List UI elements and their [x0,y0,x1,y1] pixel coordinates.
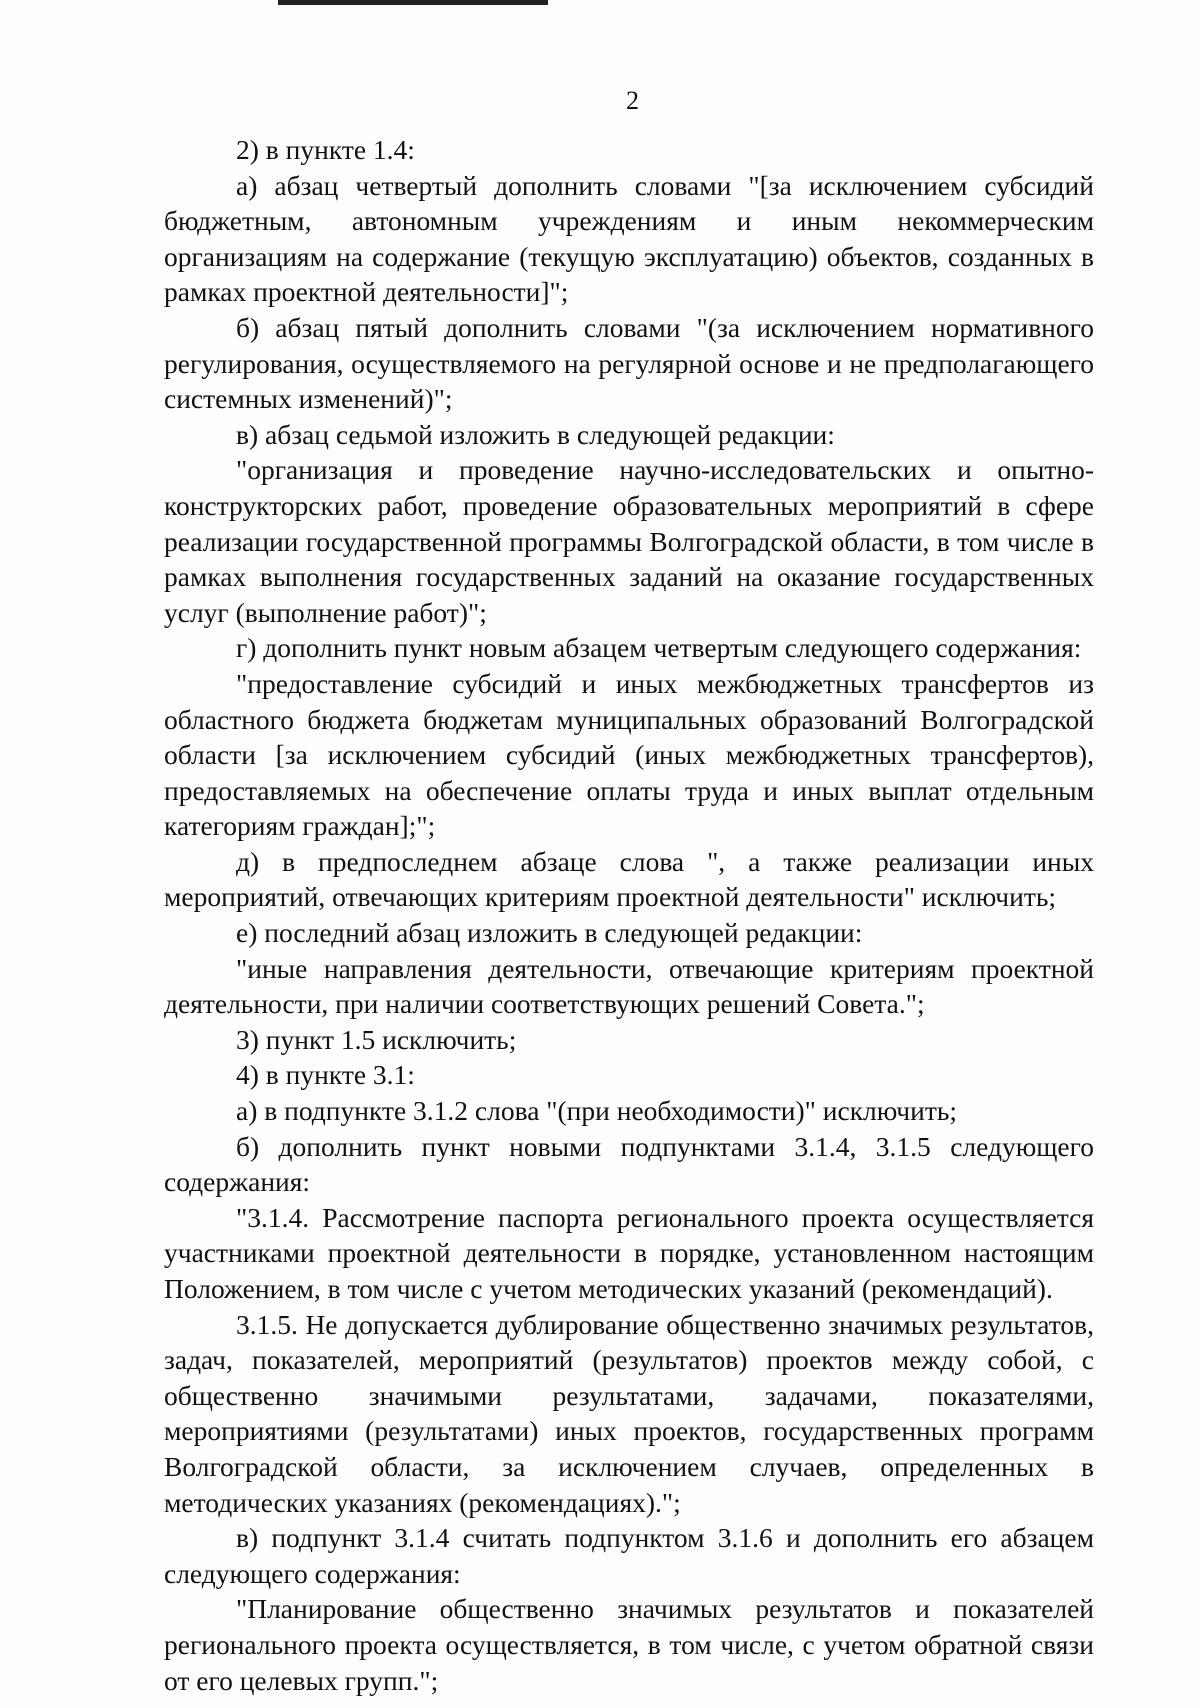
paragraph-quoted-research: "организация и проведение научно-исследовательских и опытно-конструкторских работ, проведение образовательных мероприятий в сфере реализации государственной программы Волгоградской области, в том числе в рамках выполнения государственных заданий на оказание государственных услуг (выполнение работ)"; [164,454,1094,628]
paragraph-subitem-b: б) абзац пятый дополнить словами "(за исключением нормативного регулирования, осуществляемого на регулярной основе и не предполагающего системных изменений)"; [164,311,1094,415]
paragraph-subitem-a: а) абзац четвертый дополнить словами "[за исключением субсидий бюджетным, автономным учреждениям и иным некоммерческим организациям на содержание (текущую эксплуатацию) объектов, созданных в рамках проектной деятельности]"; [164,169,1094,308]
paragraph-subitem-e: е) последний абзац изложить в следующей редакции: [236,917,863,949]
paragraph-subitem-v-316: в) подпункт 3.1.4 считать подпунктом 3.1.6 и дополнить его абзацем следующего содержания: [164,1522,1094,1589]
page-number: 2 [626,86,639,115]
paragraph-item-3: 3) пункт 1.5 исключить; [236,1023,517,1055]
paragraph-subitem-b-new: б) дополнить пункт новыми подпунктами 3.1.4, 3.1.5 следующего содержания: [164,1130,1094,1198]
paragraph-item-2: 2) в пункте 1.4: [236,134,415,165]
document-body [164,132,1094,1698]
paragraph-subitem-a-312: а) в подпункте 3.1.2 слова "(при необходимости)" исключить; [236,1095,958,1127]
paragraph-quoted-subsidies: "предоставление субсидий и иных межбюджетных трансфертов из областного бюджета бюджетам муниципальных образований Волгоградской области [за исключением субсидий (иных межбюджетных трансфертов), предоставляемых на обеспечение оплаты труда и иных выплат отдельным категориям граждан];"; [164,667,1094,842]
paragraph-item-4: 4) в пункте 3.1: [236,1059,415,1091]
paragraph-subitem-g: г) дополнить пункт новым абзацем четвертым следующего содержания: [236,632,1082,664]
paragraph-quoted-315: 3.1.5. Не допускается дублирование общественно значимых результатов, задач, показателей, мероприятий (результатов) проектов между собой, с общественно значимыми результатами, задачами, показателями, мероприятиями (результатами) иных проектов, государственных программ Волгоградской области, за исключением случаев, определенных в методических указаниях (рекомендациях)."; [164,1308,1094,1518]
paragraph-subitem-v: в) абзац седьмой изложить в следующей редакции: [236,418,835,450]
paragraph-subitem-d: д) в предпоследнем абзаце слова ", а также реализации иных мероприятий, отвечающих критериям проектной деятельности" исключить; [164,845,1094,913]
top-scan-rule [278,0,548,5]
paragraph-quoted-other: "иные направления деятельности, отвечающие критериям проектной деятельности, при наличии соответствующих решений Совета."; [164,952,1094,1020]
paragraph-quoted-planning: "Планирование общественно значимых результатов и показателей регионального проекта осуществляется, в том числе, с учетом обратной связи от его целевых групп."; [164,1593,1094,1696]
paragraph-quoted-314: "3.1.4. Рассмотрение паспорта регионального проекта осуществляется участниками проектной деятельности в порядке, установленном настоящим Положением, в том числе с учетом методических указаний (рекомендаций). [164,1201,1094,1304]
